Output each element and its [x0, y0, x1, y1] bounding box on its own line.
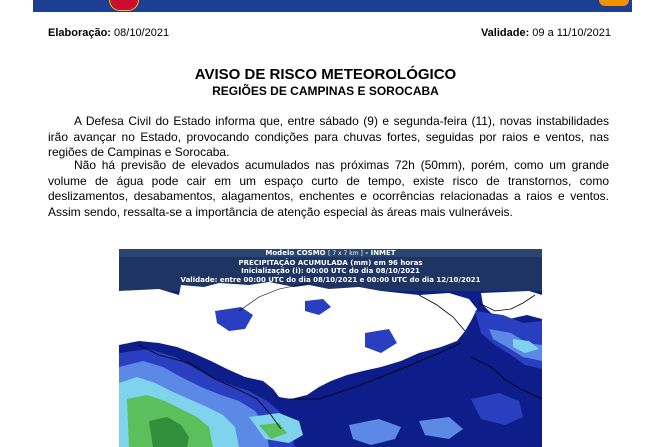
map-title-line: PRECIPITAÇÃO ACUMULADA (mm) em 96 horas: [238, 258, 423, 267]
state-seal-icon: [109, 0, 139, 11]
precipitation-map: [119, 249, 542, 447]
paragraph-risk: Não há previsão de elevados acumulados nas próximas 72h (50mm), porém, como um grande volume de água pode cair em um espaço curto de tempo, existe risco de transtornos, como deslizamentos, desabamentos, alagamentos, enchentes e ocorrências relacionadas a raios e ventos. Assim sendo, ressalta-se a importância de atenção especial às áreas mais vulneráveis.: [48, 158, 609, 219]
paragraph-forecast: A Defesa Civil do Estado informa que, entre sábado (9) e segunda-feira (11), novas instabilidades irão avançar no Estado, provocando condições para chuvas fortes, seguidas por raios e ventos, nas regiões de Campinas e Sorocaba.: [48, 114, 609, 160]
map-model-line: Modelo COSMO [ 7 x 7 km ] - INMET: [265, 249, 396, 257]
document-subtitle: REGIÕES DE CAMPINAS E SOROCABA: [212, 84, 439, 98]
defesa-civil-logo-icon: [599, 0, 629, 6]
header-band: [33, 0, 632, 12]
validity-period: Validade: 09 a 11/10/2021: [480, 27, 611, 39]
map-validity-line: Validade: entre 00:00 UTC do dia 08/10/2021 e 00:00 UTC do dia 12/10/2021: [180, 275, 481, 284]
map-header: [119, 249, 542, 284]
elaboration-date: Elaboração: 08/10/2021: [48, 27, 170, 39]
map-init-line: Inicialização (i): 00:00 UTC do dia 08/10/2021: [241, 267, 420, 276]
document-title: AVISO DE RISCO METEOROLÓGICO: [194, 66, 457, 83]
